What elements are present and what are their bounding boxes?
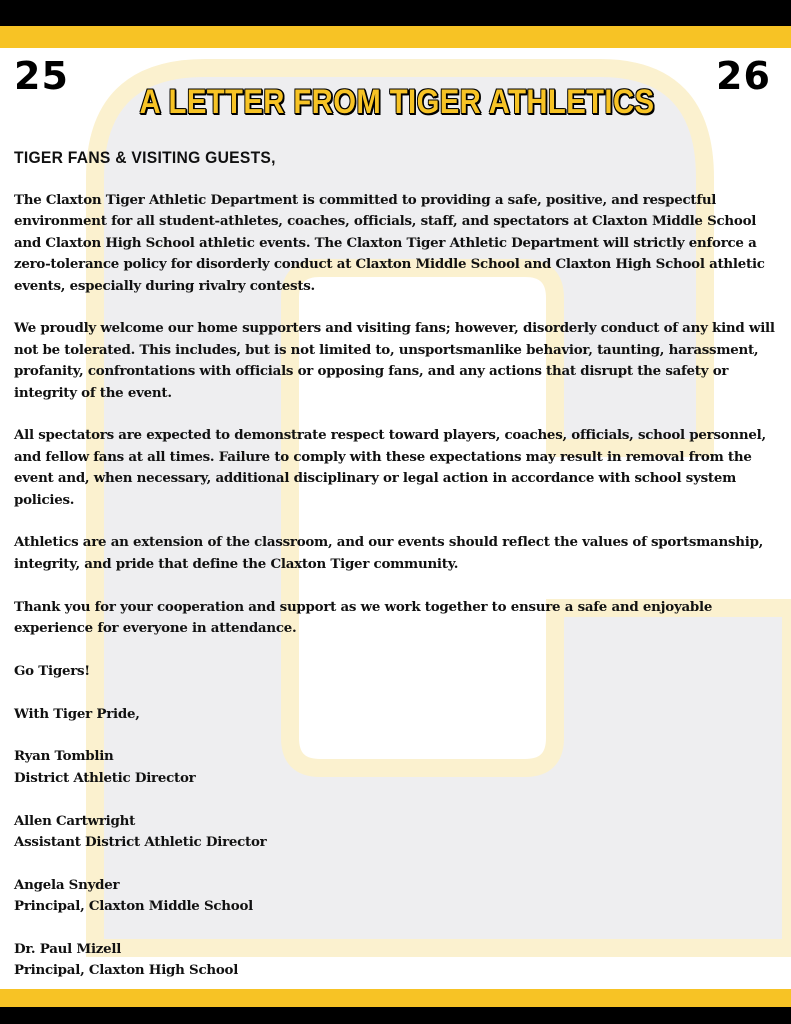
signatory-title: Principal, Claxton High School [14, 962, 239, 979]
signatory-title: Principal, Claxton Middle School [14, 898, 253, 915]
signatory-name: Allen Cartwright [14, 812, 136, 829]
signatory-title: Assistant District Athletic Director [14, 834, 267, 851]
year-left: 25 [14, 54, 69, 98]
closing-with-pride: With Tiger Pride, [14, 705, 140, 722]
top-black-bar [0, 0, 791, 26]
top-gold-bar [0, 26, 791, 48]
signatory-name: Angela Snyder [14, 876, 120, 893]
letter-greeting: TIGER FANS & VISITING GUESTS, [14, 148, 276, 167]
paragraph: We proudly welcome our home supporters and visiting fans; however, disorderly conduct of any kind will not be tolerated. This includes, but is not limited to, unsportsmanlike behavior, taunting, harassment, profanity, confrontations with officials or opposing fans, and any actions that disrupt the safety or integrity of the event. [14, 320, 775, 401]
bottom-black-bar [0, 1007, 791, 1024]
page-title: A LETTER FROM TIGER ATHLETICS [139, 83, 655, 121]
signatory [14, 746, 786, 789]
paragraph: Athletics are an extension of the classroom, and our events should reflect the values of sportsmanship, integrity, and pride that define the Claxton Tiger community. [14, 534, 764, 572]
signatory [14, 811, 786, 854]
closing-go-tigers: Go Tigers! [14, 662, 90, 679]
signatory-name: Dr. Paul Mizell [14, 941, 122, 958]
signatory [14, 875, 786, 918]
paragraph: Thank you for your cooperation and support as we work together to ensure a safe and enjoyable experience for everyone in attendance. [14, 598, 713, 637]
signatory-title: District Athletic Director [14, 769, 196, 786]
year-right: 26 [716, 54, 771, 98]
signatory [14, 939, 786, 982]
signatory-name: Ryan Tomblin [14, 748, 114, 765]
paragraph: All spectators are expected to demonstrate respect toward players, coaches, officials, school personnel, and fellow fans at all times. Failure to comply with these expectations may result in removal from the event and, when necessary, additional disciplinary or legal action in accordance with school system policies. [14, 427, 766, 508]
letter-body [14, 190, 786, 1003]
paragraph: The Claxton Tiger Athletic Department is committed to providing a safe, positive, and respectful environment for all student-athletes, coaches, officials, staff, and spectators at Claxton Middle School and Claxton High School athletic events. The Claxton Tiger Athletic Department will strictly enforce a zero-tolerance policy for disorderly conduct at Claxton Middle School and Claxton High School athletic events, especially during rivalry contests. [14, 192, 765, 294]
